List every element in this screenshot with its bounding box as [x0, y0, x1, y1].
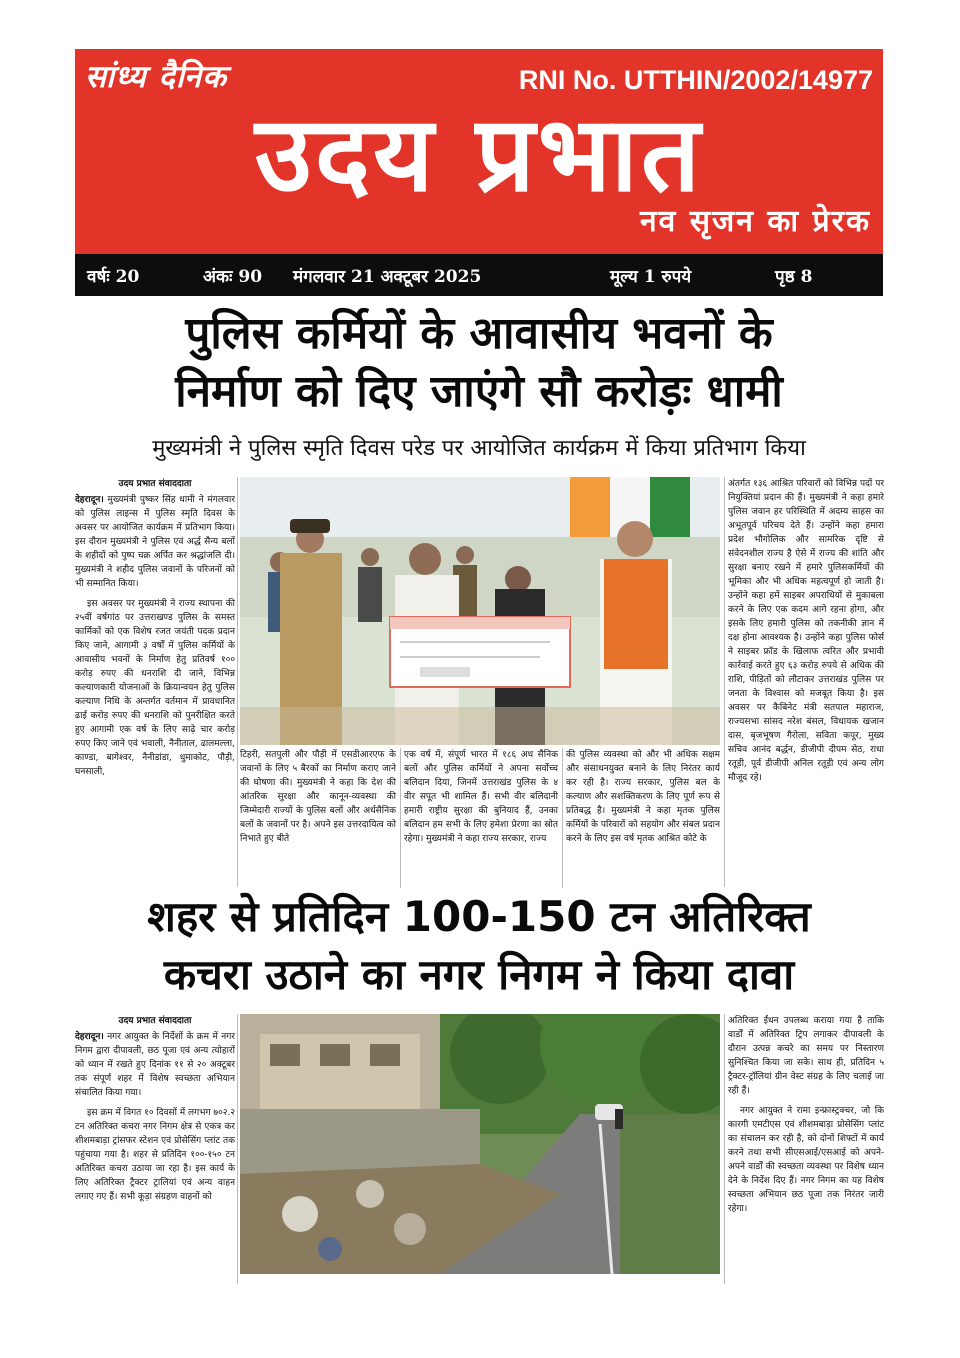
column-rule — [562, 748, 563, 888]
issue-date: मंगलवार 21 अक्टूबर 2025 — [293, 267, 482, 287]
story1-column-5 — [728, 477, 884, 887]
issue-price: मूल्य 1 रुपये — [610, 267, 692, 287]
issue-info-bar — [75, 254, 883, 296]
masthead-small-title: सांध्य दैनिक — [85, 59, 227, 95]
story1-subheadline: मुख्यमंत्री ने पुलिस स्मृति दिवस परेड पर आयोजित कार्यक्रम में किया प्रतिभाग किया — [152, 436, 806, 461]
story1-col1-para1: मुख्यमंत्री पुष्कर सिंह धामी ने मंगलवार को पुलिस लाइन्स में पुलिस स्मृति दिवस के अवसर पर आयोजित कार्यक्रम में प्रतिभाग किया। इस दौरान मुख्यमंत्री ने पुलिस एवं अर्द्ध सैन्य बलों के शहीदों को पुष्प चक्र अर्पित कर श्रद्धांजलि दी। मुख्यमंत्री ने शहीद पुलिस जवानों के परिजनों को भी सम्मानित किया। — [75, 495, 235, 589]
story2-photo — [240, 1014, 720, 1274]
story1-col4-text: की पुलिस व्यवस्था को और भी अधिक सक्षम और संसाधनयुक्त बनाने के लिए निरंतर कार्य कर रही है। राज्य सरकार, पुलिस बल के कल्याण और सशक्तिकरण के लिए पूर्ण रूप से प्रतिबद्ध है। मुख्यमंत्री ने कहा मृतक पुलिस कर्मियों के परिवारों को सहयोग और संबल प्रदान करने के लिए इस वर्ष मृतक आश्रित कोटे के — [566, 750, 720, 844]
tagline: नव सृजन का प्रेरक — [639, 204, 871, 239]
masthead — [75, 49, 883, 254]
story2-headline-line1: शहर से प्रतिदिन 100-150 टन अतिरिक्त — [147, 892, 811, 941]
story2-photo-illustration — [240, 1014, 720, 1274]
story1-photo-illustration — [240, 477, 720, 745]
story1-column-3 — [404, 748, 558, 888]
story2-col1-para1: नगर आयुक्त के निर्देशों के क्रम में नगर निगम द्वारा दीपावली, छठ पूजा एवं अन्य त्योहारों को ध्यान में रखते हुए दिनांक ११ से २० अक्टूबर तक संपूर्ण शहर में विशेष स्वच्छता अभियान संचालित किया गया। — [75, 1032, 235, 1098]
story1-column-4 — [566, 748, 720, 888]
story1-col2-text: टिहरी, सतपुली और पौड़ी में एसडीआरएफ के जवानों के लिए ५ बैरकों का निर्माण कराए जाने की घोषणा की। मुख्यमंत्री ने कहा कि देश की आंतरिक सुरक्षा और कानून-व्यवस्था की जिम्मेदारी राज्यों के पुलिस बलों और अर्धसैनिक बलों के जवानों पर है। अपने इस उत्तरदायित्व को निभाते हुए बीते — [240, 750, 396, 844]
story1-column-1 — [75, 477, 235, 887]
story2-byline: उदय प्रभात संवाददाता — [118, 1016, 192, 1026]
column-rule — [237, 1014, 238, 1284]
story2-column-2 — [728, 1014, 884, 1284]
story1-photo — [240, 477, 720, 745]
column-rule — [724, 1014, 725, 1284]
story2-col2-para2: नगर आयुक्त ने रामा इन्फ्रास्ट्रक्चर, जो कि कारगी एमटीएस एवं शीशमबाड़ा प्रोसेसिंग प्लांट का संचालन कर रही है, को दोनों शिफ्टों में कार्य करने तथा सभी सीएसआई/एसआई को अपने-अपने वार्डों की स्वच्छता व्यवस्था पर विशेष ध्यान देने के निर्देश दिए हैं। नगर निगम का यह विशेष स्वच्छता अभियान छठ पूजा तक निरंतर जारी रहेगा। — [728, 1106, 884, 1214]
story1-col5-text: अंतर्गत १३६ आश्रित परिवारों को विभिन्न पदों पर नियुक्तियां प्रदान की हैं। मुख्यमंत्री ने कहा हमारे पुलिस जवान हर परिस्थिति में अदम्य साहस का अभूतपूर्व परिचय देते हैं। उन्होंने कहा हमारा प्रदेश भौगोलिक और सामरिक दृष्टि से संवेदनशील राज्य है ऐसे में राज्य की शांति और सुरक्षा बनाए रखने में हमारे पुलिसकर्मियों की भूमिका और भी अधिक महत्वपूर्ण हो जाती है। उन्होंने कहा हमें साइबर अपराधियों से मुकाबला करने के लिए एक कदम आगे रहना होगा, और इसके लिए हमारी पुलिस को तकनीकी ज्ञान में दक्ष होना आवश्यक है। उन्होंने कहा पुलिस फोर्स ने साइबर फ्रॉड के खिलाफ त्वरित और प्रभावी कार्रवाई करते हुए ६३ करोड़ रुपये से अधिक की राशि, पीड़ितों को लौटाकर उत्तराखंड पुलिस पर जनता के विश्वास को मजबूत किया है। इस अवसर पर कैबिनेट मंत्री सतपाल महाराज, राज्यसभा सांसद नरेश बंसल, विधायक खजान दास, बृजभूषण गैरोला, सविता कपूर, मुख्य सचिव आनंद बर्द्धन, डीजीपी दीपम सेठ, राधा रतूड़ी, पूर्व डीजीपी अनिल रतूड़ी एवं अन्य लोग मौजूद रहे। — [728, 479, 884, 783]
story1-headline-line1: पुलिस कर्मियों के आवासीय भवनों के — [185, 308, 773, 359]
story2-col1-para2: इस क्रम में विगत १० दिवसों में लगभग ७०२.२ टन अतिरिक्त कचरा नगर निगम क्षेत्र से एकत्र कर शीशमबाड़ा ट्रांसफर स्टेशन एवं प्रोसेसिंग प्लांट तक पहुंचाया गया है। शहर से प्रतिदिन १००-१५० टन अतिरिक्त कचरा उठाया जा रहा है। इस कार्य के लिए अतिरिक्त ट्रैक्टर ट्रालियां एवं अन्य वाहन लगाए गए हैं। सभी कूड़ा संग्रहण वाहनों को — [75, 1108, 235, 1202]
rni-number: RNI No. UTTHIN/2002/14977 — [518, 65, 873, 95]
story2-dateline: देहरादून। — [75, 1032, 104, 1042]
issue-number: अंकः 90 — [203, 267, 263, 287]
story1-column-2 — [240, 748, 396, 888]
story2-column-1 — [75, 1014, 235, 1284]
column-rule — [724, 477, 725, 887]
newspaper-title: उदय प्रभात — [254, 93, 704, 215]
story1-col1-para2: इस अवसर पर मुख्यमंत्री ने राज्य स्थापना की २५वीं वर्षगांठ पर उत्तराखण्ड पुलिस के समस्त कार्मिकों को एक विशेष रजत जयंती पदक प्रदान किए जाने, आगामी ३ वर्षों में पुलिस कर्मियों के आवासीय भवनों के निर्माण हेतु प्रतिवर्ष १०० करोड़ रुपए की धनराशि दी जाने, विभिन्न कल्याणकारी योजनाओं के क्रियान्वयन हेतु पुलिस कल्याण निधि के अन्तर्गत वर्तमान में प्रावधानित ढाई करोड़ रुपए की धनराशि को पुनरीक्षित करते हुए आगामी एक वर्ष के लिए साढ़े चार करोड़ रुपए किए जाने एवं भवाली, नैनीताल, ढालमल्ला, काण्डा, बागेश्वर, नैनीडांडा, धुमाकोट, पौड़ी, घनसाली, — [75, 599, 235, 777]
story1-byline: उदय प्रभात संवाददाता — [118, 479, 192, 489]
story1-dateline: देहरादून। — [75, 495, 104, 505]
issue-year: वर्षः 20 — [87, 267, 140, 287]
column-rule — [400, 748, 401, 888]
story2-headline-line2: कचरा उठाने का नगर निगम ने किया दावा — [163, 950, 795, 999]
story1-headline-line2: निर्माण को दिए जाएंगे सौ करोड़ः धामी — [175, 366, 783, 417]
story1-col3-text: एक वर्ष में, संपूर्ण भारत में १८६ अध सैनिक बलों और पुलिस कर्मियों ने अपना सर्वोच्च बलिदान दिया, जिनमें उत्तराखंड पुलिस के ४ वीर सपूत भी शामिल हैं। सभी वीर बलिदानी हमारी राष्ट्रीय सुरक्षा की बुनियाद हैं, उनका बलिदान हम सभी के लिए हमेशा प्रेरणा का स्रोत रहेगा। मुख्यमंत्री ने कहा राज्य सरकार, राज्य — [404, 750, 558, 844]
column-rule — [237, 477, 238, 887]
issue-pages: पृष्ठ 8 — [775, 267, 813, 287]
story2-col2-para1: अतिरिक्त ईंधन उपलब्ध कराया गया है ताकि वार्डों में अतिरिक्त ट्रिप लगाकर दीपावली के दौरान उत्पन्न कचरे का समय पर निस्तारण सुनिश्चित किया जा सके। साथ ही, प्रतिदिन ५ ट्रैक्टर-ट्रॉलियां ग्रीन वेस्ट संग्रह के लिए चलाई जा रही हैं। — [728, 1016, 884, 1096]
